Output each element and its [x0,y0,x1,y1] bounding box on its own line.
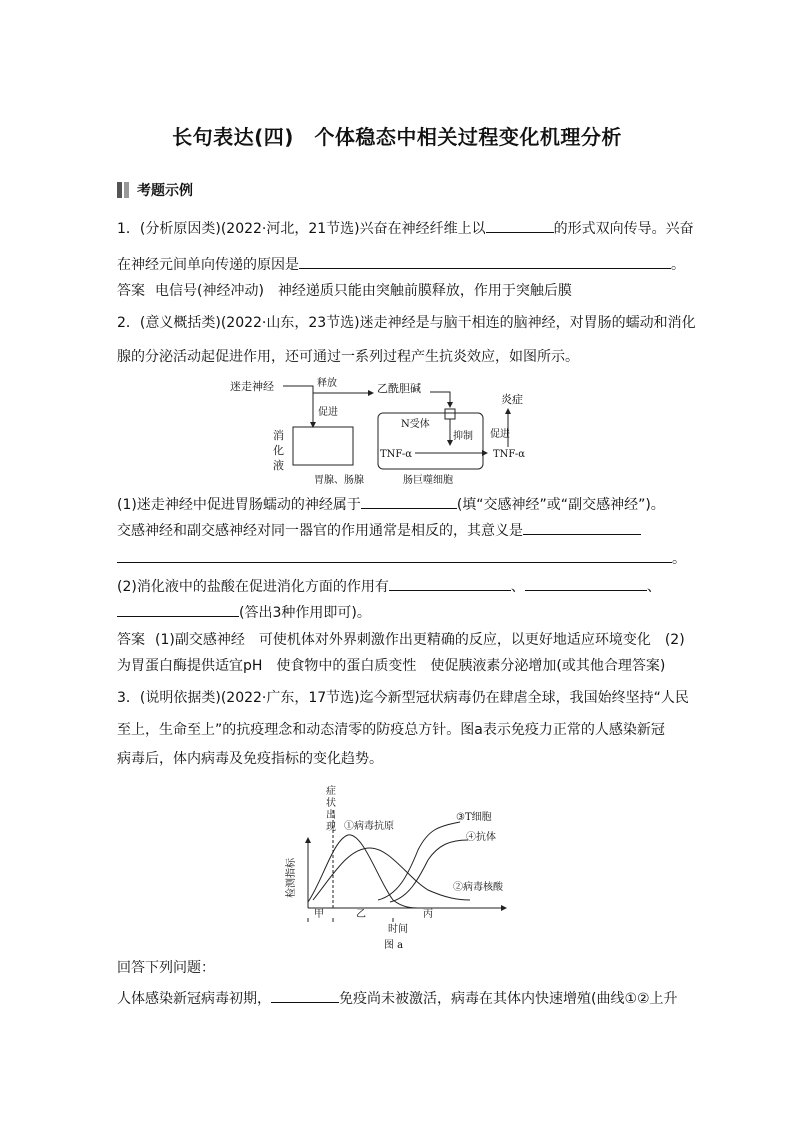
label-promote: 促进 [318,407,338,418]
q3-text: 免疫尚未被激活，病毒在其体内快速增殖(曲线①②上升 [339,991,678,1007]
label-vagus: 迷走神经 [230,380,274,393]
arrow-ach [430,392,450,407]
label-macrophage: 肠巨噬细胞 [403,475,453,486]
section-marker [124,182,129,198]
q2-sub1-line-3 [117,548,686,569]
label-release: 释放 [317,378,337,389]
label-stage-2: 乙 [356,909,366,920]
section-header [117,180,193,200]
q3-prompt: 回答下列问题： [117,960,215,976]
q1-text: 。 [671,257,685,273]
q1-text: 1．(分析原因类)(2022·河北，21节选)兴奋在神经纤维上以 [117,221,486,237]
gland-box [293,427,353,465]
q2-text: 、 [646,579,661,595]
label-stage-3: 丙 [423,909,433,920]
q3-text: 人体感染新冠病毒初期， [117,991,271,1007]
answer-blank [389,576,511,591]
label-y-axis: 检测指标 [286,858,297,898]
label-tnf-right: TNF-α [493,449,526,460]
immune-response-graph [278,780,518,952]
q1-text: 的形式双向传导。兴奋 [553,221,694,237]
curve-t-cell [378,822,460,900]
label-x-axis: 时间 [388,924,408,935]
label-inflammation: 炎症 [501,393,523,406]
curve-viral-nucleic-acid [313,848,470,900]
answer-label: 答案 [117,632,145,648]
q2-line-1: 2．(意义概括类)(2022·山东，23节选)迷走神经是与脑干相连的脑神经，对胃肠的蠕动和消化 [117,315,696,331]
label-promote2: 促进 [490,429,510,440]
label-inhibit: 抑制 [453,431,473,442]
section-marker [117,182,122,198]
q2-sub2-line-1 [117,576,682,597]
label-digestive-1: 消 [273,429,284,442]
q3-last-line [117,988,682,1009]
answer-text: (1)副交感神经 可使机体对外界刺激作出更精确的反应，以更好地适应环境变化 (2) [155,632,685,648]
q3-line-3: 病毒后，体内病毒及免疫指标的变化趋势。 [117,751,383,767]
answer-blank [525,576,647,591]
label-curve-2: ②病毒核酸 [453,882,503,893]
n-receptor [445,409,455,419]
label-curve-3: ③T细胞 [456,812,492,823]
q2-sub2-line-2 [117,602,682,623]
q2-text: 交感神经和副交感神经对同一器官的作用通常是相反的，其意义是 [117,523,523,539]
label-ach: 乙酰胆碱 [377,382,421,395]
label-symptom: 出 [326,810,336,821]
q2-text: 、 [510,579,525,595]
answer-blank [361,494,457,509]
q1-answer [117,281,682,301]
answer-blank [486,218,554,233]
label-digestive-3: 液 [273,459,284,472]
q2-text: (1)迷走神经中促进胃肠蠕动的神经属于 [117,497,361,513]
figure-caption: 图 a [384,940,404,951]
q1-line-2 [117,254,685,275]
label-symptom: 症 [326,786,336,797]
page-title: 长句表达(四) 个体稳态中相关过程变化机理分析 [172,125,622,149]
q2-text: (填“交感神经”或“副交感神经”)。 [456,497,665,513]
label-symptom: 状 [326,798,336,809]
label-digestive-2: 化 [273,444,284,457]
label-stage-1: 甲 [314,909,324,920]
answer-blank [523,520,641,535]
label-symptom: 现 [326,822,336,833]
q1-text: 在神经元间单向传递的原因是 [117,257,299,273]
q2-text: 。 [672,551,686,567]
answer-blank [271,988,339,1003]
q2-text: (答出3种作用即可)。 [239,605,371,621]
q2-answer-line-2: 为胃蛋白酶提供适宜pH 使食物中的蛋白质变性 使促胰液素分泌增加(或其他合理答案) [117,658,666,674]
label-gland: 胃腺、肠腺 [314,475,364,486]
q2-text: (2)消化液中的盐酸在促进消化方面的作用有 [117,579,389,595]
label-n-receptor: N受体 [401,419,430,430]
label-curve-4: ④抗体 [466,832,496,843]
answer-blank [117,548,672,563]
q2-answer-line-1 [117,630,685,650]
q2-sub1-line-2 [117,520,682,541]
q3-line-2: 至上，生命至上”的抗疫理念和动态清零的防疫总方针。图a表示免疫力正常的人感染新冠 [117,722,665,738]
section-title: 考题示例 [137,183,193,199]
label-curve-1: ①病毒抗原 [344,821,394,832]
vagus-nerve-diagram [225,375,555,490]
answer-blank [299,254,671,269]
q3-line-1: 3．(说明依据类)(2022·广东，17节选)迄今新型冠状病毒仍在肆虐全球，我国始终坚持“人民 [117,690,689,706]
answer-blank [117,602,239,617]
answer-label: 答案 [117,283,145,299]
q2-sub1-line-1 [117,494,682,515]
q2-line-2: 腺的分泌活动起促进作用，还可通过一系列过程产生抗炎效应，如图所示。 [117,349,579,365]
q1-line-1 [117,218,694,239]
answer-text: 电信号(神经冲动) 神经递质只能由突触前膜释放，作用于突触后膜 [155,283,572,299]
label-tnf-left: TNF-α [380,449,413,460]
